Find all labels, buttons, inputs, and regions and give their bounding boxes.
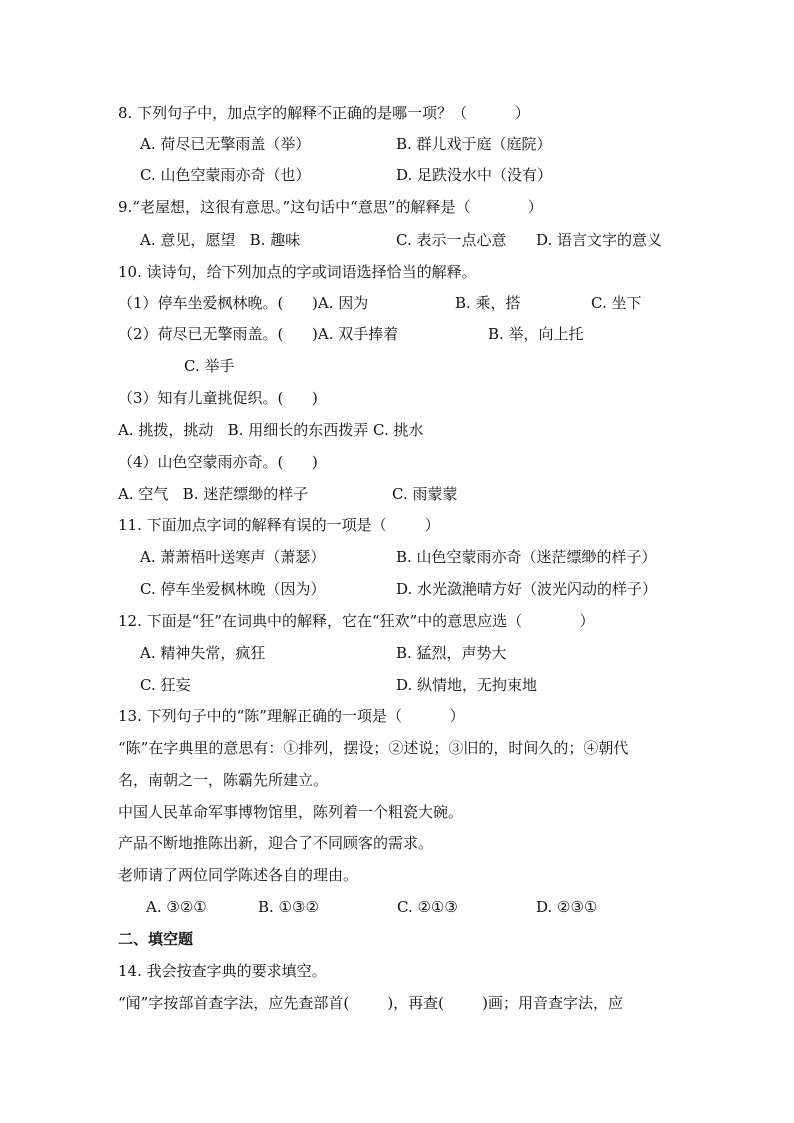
q10-4-stem: （4）山色空蒙雨亦奇。( ) bbox=[118, 453, 318, 471]
q13-option-a: A. ③②① bbox=[146, 898, 207, 916]
q13-dictionary-line-1: “陈”在字典里的意思有：①排列，摆设；②述说；③旧的，时间久的；④朝代 bbox=[118, 739, 629, 757]
q10-2-option-c: C. 举手 bbox=[184, 357, 235, 375]
q8-option-d: D. 足跌没水中（没有） bbox=[396, 166, 553, 184]
q13-sentence-3: 老师请了两位同学陈述各自的理由。 bbox=[118, 866, 359, 884]
q14-line-1: “闻”字按部首查字法，应先查部首( )，再查( )画；用音查字法，应 bbox=[118, 994, 624, 1012]
q10-2-option-b: B. 举，向上托 bbox=[488, 325, 584, 343]
q11-option-d: D. 水光潋滟晴方好（波光闪动的样子） bbox=[396, 580, 658, 598]
q12-option-a: A. 精神失常，疯狂 bbox=[140, 644, 266, 662]
q10-2-stem: （2）荷尽已无擎雨盖。( )A. 双手捧着 bbox=[118, 325, 399, 343]
q9: 9.“老屋想，这很有意思。”这句话中“意思”的解释是（ ） bbox=[118, 198, 543, 216]
q8-option-a: A. 荷尽已无擎雨盖（举） bbox=[140, 135, 311, 153]
q11-option-c: C. 停车坐爱枫林晚（因为） bbox=[140, 580, 326, 598]
q10-1-option-b: B. 乘，搭 bbox=[455, 294, 521, 312]
q9-option-d: D. 语言文字的意义 bbox=[536, 231, 663, 249]
q13-sentence-1: 中国人民革命军事博物馆里，陈列着一个粗瓷大碗。 bbox=[118, 803, 464, 821]
q11-option-b: B. 山色空蒙雨亦奇（迷茫缥缈的样子） bbox=[396, 548, 657, 566]
q10-1-option-c: C. 坐下 bbox=[591, 294, 642, 312]
q8-option-b: B. 群儿戏于庭（庭院） bbox=[396, 135, 552, 153]
q8: 8. 下列句子中，加点字的解释不正确的是哪一项？（ ） bbox=[118, 104, 530, 122]
q14: 14. 我会按查字典的要求填空。 bbox=[118, 962, 327, 980]
q13-option-d: D. ②③① bbox=[536, 898, 598, 916]
q10-4-options-ab: A. 空气 B. 迷茫缥缈的样子 bbox=[118, 485, 309, 503]
q11-option-a: A. 萧萧梧叶送寒声（萧瑟） bbox=[140, 548, 326, 566]
q10-3-stem: （3）知有儿童挑促织。( ) bbox=[118, 389, 318, 407]
q10-4-option-c: C. 雨蒙蒙 bbox=[392, 485, 458, 503]
q9-options-ab: A. 意见，愿望 B. 趣味 bbox=[140, 231, 301, 249]
q9-option-c: C. 表示一点心意 bbox=[396, 231, 507, 249]
q12-option-b: B. 猛烈，声势大 bbox=[396, 644, 507, 662]
q12-option-d: D. 纵情地，无拘束地 bbox=[396, 676, 538, 694]
q13-option-b: B. ①③② bbox=[258, 898, 319, 916]
q12: 12. 下面是“狂”在词典中的解释，它在“狂欢”中的意思应选（ ） bbox=[118, 612, 595, 630]
q13-dictionary-line-2: 名，南朝之一，陈霸先所建立。 bbox=[118, 771, 329, 789]
q13-sentence-2: 产品不断地推陈出新，迎合了不同顾客的需求。 bbox=[118, 834, 434, 852]
q12-option-c: C. 狂妄 bbox=[140, 676, 191, 694]
q10: 10. 读诗句，给下列加点的字或词语选择恰当的解释。 bbox=[118, 263, 477, 281]
q13: 13. 下列句子中的“陈”理解正确的一项是（ ） bbox=[118, 707, 465, 725]
q8-option-c: C. 山色空蒙雨亦奇（也） bbox=[140, 166, 311, 184]
q13-option-c: C. ②①③ bbox=[397, 898, 458, 916]
q10-1-stem: （1）停车坐爱枫林晚。( )A. 因为 bbox=[118, 294, 369, 312]
q10-3-options: A. 挑拨，挑动 B. 用细长的东西拨弄 C. 挑水 bbox=[118, 421, 424, 439]
section-heading: 二、填空题 bbox=[118, 930, 194, 948]
q11: 11. 下面加点字词的解释有误的一项是（ ） bbox=[118, 516, 440, 534]
